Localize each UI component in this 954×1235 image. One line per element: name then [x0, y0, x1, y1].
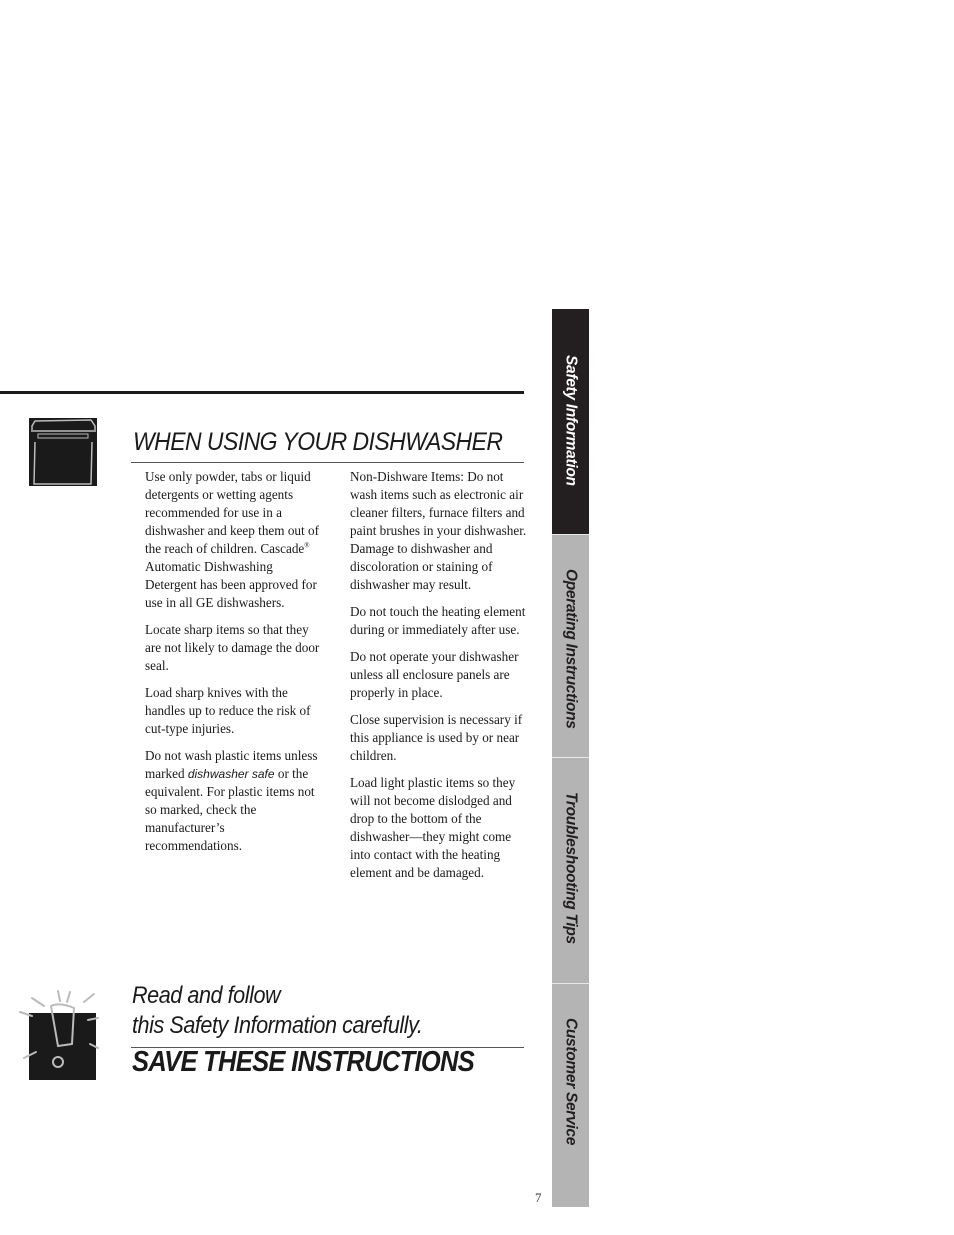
read-follow-line2: this Safety Information carefully.: [132, 1012, 423, 1039]
tab-safety-information[interactable]: [552, 309, 589, 534]
paragraph: Locate sharp items so that they are not likely to damage the door seal.: [145, 622, 320, 673]
tab-troubleshooting-tips[interactable]: [552, 757, 589, 983]
paragraph: Use only powder, tabs or liquid detergents or wetting agents recommended for use in a dishwasher and keep them out of the reach of children. Cascade® Automatic Dishwashing Detergent has been approved for use in all GE dishwashers.: [145, 469, 319, 610]
title-divider: [131, 462, 524, 463]
paragraph: Non-Dishware Items: Do not wash items such as electronic air cleaner filters, furnace filters and paint brushes in your dishwasher. Damage to dishwasher and discoloration or staining of dishwasher may result.: [350, 469, 527, 592]
emphasis-text: dishwasher safe: [187, 767, 275, 781]
save-instructions-heading: SAVE THESE INSTRUCTIONS: [132, 1046, 475, 1078]
right-column: [350, 468, 528, 891]
tab-customer-service[interactable]: [552, 983, 589, 1207]
tab-operating-instructions[interactable]: [552, 534, 589, 757]
paragraph: Close supervision is necessary if this appliance is used by or near children.: [350, 712, 523, 763]
warning-icon: [18, 988, 100, 1082]
section-title: WHEN USING YOUR DISHWASHER: [133, 428, 503, 456]
paragraph: Do not wash plastic items unless marked dishwasher safe or the equivalent. For plastic items not so marked, check the manufacturer’s recommendations.: [145, 748, 318, 853]
paragraph: Do not touch the heating element during or immediately after use.: [350, 604, 526, 637]
left-column: [145, 468, 321, 864]
paragraph: Load light plastic items so they will not become dislodged and drop to the bottom of the dishwasher—they might come into contact with the heating element and be damaged.: [350, 775, 516, 880]
dishwasher-icon: [29, 418, 97, 486]
paragraph: Load sharp knives with the handles up to reduce the risk of cut-type injuries.: [145, 685, 311, 736]
tab-label: Customer Service: [562, 1018, 580, 1146]
tab-label: Safety Information: [562, 355, 580, 486]
top-divider: [0, 391, 524, 394]
read-follow-line1: Read and follow: [132, 982, 281, 1009]
side-tabs: [552, 309, 589, 1207]
paragraph: Do not operate your dishwasher unless all enclosure panels are properly in place.: [350, 649, 519, 700]
tab-label: Operating Instructions: [562, 569, 580, 729]
tab-label: Troubleshooting Tips: [562, 792, 580, 944]
page-number: 7: [535, 1190, 542, 1205]
